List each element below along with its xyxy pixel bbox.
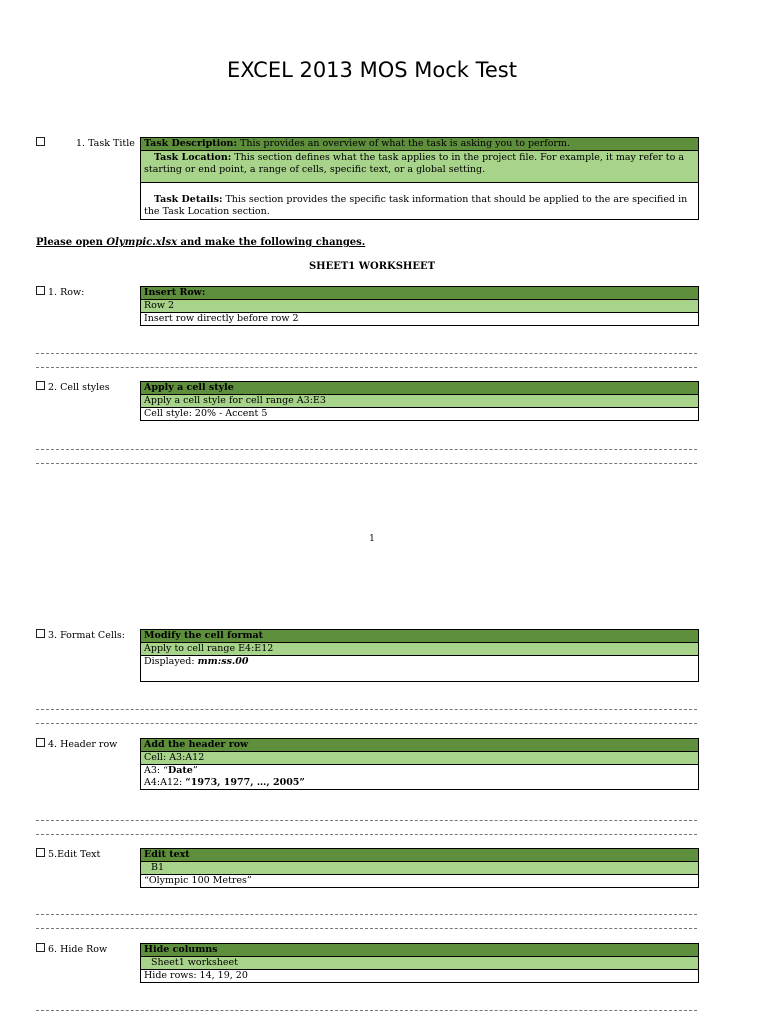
- instruction-post: and make the following changes.: [177, 237, 366, 248]
- task-6-num: 6: [48, 944, 55, 955]
- task-2-location: Apply a cell style for cell range A3:E3: [141, 395, 698, 408]
- task-3-details-format: mm:ss.00: [197, 656, 249, 667]
- task-4-details1-pre: A3: “: [144, 765, 168, 776]
- task-5-table: [140, 848, 699, 888]
- task-2-table: [140, 381, 699, 421]
- task-2-num: 2: [48, 382, 55, 393]
- sheet-heading: SHEET1 WORKSHEET: [308, 261, 436, 272]
- answer-line: [36, 449, 697, 450]
- task-4-details-1: [141, 765, 698, 777]
- task-1-label-text: . Row:: [54, 287, 85, 298]
- task-4-details-2: [141, 777, 698, 789]
- legend-description-row: [141, 138, 698, 151]
- task-5-label: [36, 848, 100, 861]
- task-5-location: B1: [141, 862, 698, 875]
- task-4-label: [36, 738, 117, 751]
- legend-description-label: Task Description:: [144, 138, 237, 149]
- page-number: 1: [369, 534, 375, 544]
- task-4-details2-pre: A4:A12:: [144, 777, 186, 788]
- task-3-details: [141, 656, 698, 681]
- checkbox-icon[interactable]: [36, 137, 45, 146]
- checkbox-icon[interactable]: [36, 848, 45, 857]
- instruction-pre: Please open: [36, 237, 107, 248]
- legend-location-text: This section defines what the task applies to in the project file. For example, it may refer to a starting or end point, a range of cells, specific text, or a global setting.: [144, 152, 684, 175]
- task-6-header: Hide columns: [141, 944, 698, 957]
- task-3-num: 3: [48, 630, 55, 641]
- task-3-label: [36, 629, 125, 642]
- task-4-num: 4: [48, 739, 55, 750]
- task-3-header: Modify the cell format: [141, 630, 698, 643]
- legend-table: [140, 137, 699, 220]
- task-1-label: [36, 286, 84, 299]
- answer-line: [36, 834, 697, 835]
- task-1-details: Insert row directly before row 2: [141, 313, 698, 325]
- checkbox-icon[interactable]: [36, 286, 45, 295]
- instruction-file: Olympic.xlsx: [106, 237, 178, 248]
- answer-line: [36, 928, 697, 929]
- legend-location-label: Task Location:: [154, 152, 232, 163]
- checkbox-icon[interactable]: [36, 381, 45, 390]
- task-3-table: [140, 629, 699, 682]
- answer-line: [36, 463, 697, 464]
- task-4-header: Add the header row: [141, 739, 698, 752]
- answer-line: [36, 353, 697, 354]
- checkbox-icon[interactable]: [36, 738, 45, 747]
- task-6-label: [36, 943, 107, 956]
- task-2-details: Cell style: 20% - Accent 5: [141, 408, 698, 420]
- task-6-table: [140, 943, 699, 983]
- checkbox-icon[interactable]: [36, 629, 45, 638]
- instruction-line: [36, 236, 365, 249]
- task-6-label-text: . Hide Row: [54, 944, 108, 955]
- task-6-details: Hide rows: 14, 19, 20: [141, 970, 698, 982]
- task-4-label-text: . Header row: [54, 739, 118, 750]
- task-1-location: Row 2: [141, 300, 698, 313]
- legend-location-row: [141, 151, 698, 183]
- task-1-num: 1: [48, 287, 55, 298]
- task-3-location: Apply to cell range E4:E12: [141, 643, 698, 656]
- legend-description-text: This provides an overview of what the task is asking you to perform.: [236, 138, 571, 149]
- task-3-label-text: . Format Cells:: [54, 630, 125, 641]
- answer-line: [36, 709, 697, 710]
- task-5-num: 5: [48, 849, 55, 860]
- answer-line: [36, 1010, 697, 1011]
- checkbox-icon[interactable]: [36, 943, 45, 952]
- task-4-location: Cell: A3:A12: [141, 752, 698, 765]
- task-4-table: [140, 738, 699, 790]
- task-2-label: [36, 381, 110, 394]
- task-5-label-text: .Edit Text: [54, 849, 101, 860]
- legend-details-row: [141, 183, 698, 219]
- legend-label-text: 1. Task Title: [76, 138, 135, 149]
- answer-line: [36, 820, 697, 821]
- task-1-table: [140, 286, 699, 326]
- answer-line: [36, 367, 697, 368]
- answer-line: [36, 914, 697, 915]
- document-title: EXCEL 2013 MOS Mock Test: [227, 58, 517, 82]
- legend-label: [36, 137, 135, 150]
- task-1-header: Insert Row:: [141, 287, 698, 300]
- task-4-details1-bold: Date: [167, 765, 193, 776]
- task-3-details-pre: Displayed:: [144, 656, 198, 667]
- task-5-details: “Olympic 100 Metres”: [141, 875, 698, 887]
- task-4-details1-post: ”: [192, 765, 198, 776]
- answer-line: [36, 723, 697, 724]
- legend-details-text: This section provides the specific task information that should be applied to the are specified in the Task Location section.: [144, 194, 688, 217]
- task-5-header: Edit text: [141, 849, 698, 862]
- task-6-location: Sheet1 worksheet: [141, 957, 698, 970]
- legend-details-label: Task Details:: [154, 194, 223, 205]
- task-2-label-text: . Cell styles: [54, 382, 110, 393]
- task-4-details2-bold: “1973, 1977, …, 2005”: [185, 777, 305, 788]
- task-2-header: Apply a cell style: [141, 382, 698, 395]
